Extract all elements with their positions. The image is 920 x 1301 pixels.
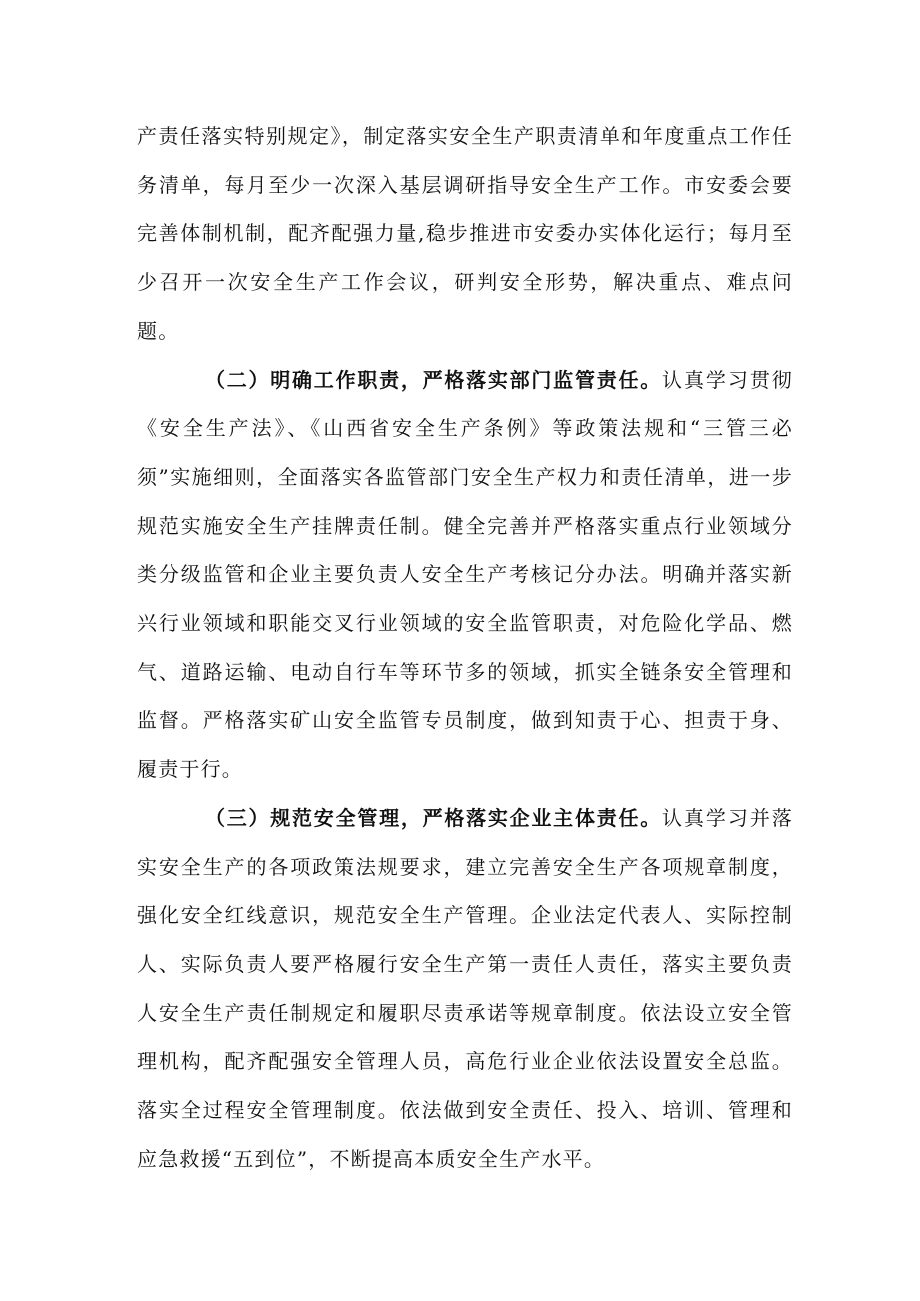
- section-heading-3: （三）规范安全管理，严格落实企业主体责任。: [205, 805, 662, 830]
- paragraph-text: 认真学习并落实安全生产的各项政策法规要求，建立完善安全生产各项规章制度，强化安全红线意识，规范安全生产管理。企业法定代表人、实际控制人、实际负责人要严格履行安全生产第一责任人责任，落实主要负责人安全生产责任制规定和履职尽责承诺等规章制度。依法设立安全管理机构，配齐配强安全管理人员，高危行业企业依法设置安全总监。落实全过程安全管理制度。依法做到安全责任、投入、培训、管理和应急救援“五到位”，不断提高本质安全生产水平。: [137, 805, 794, 1171]
- paragraph-continuation: [137, 112, 793, 356]
- section-heading-2: （二）明确工作职责，严格落实部门监管责任。: [205, 367, 662, 392]
- paragraph-text: 产责任落实特别规定》，制定落实安全生产职责清单和年度重点工作任务清单，每月至少一次深入基层调研指导安全生产工作。市安委会要完善体制机制，配齐配强力量,稳步推进市安委办实体化运行；每月至少召开一次安全生产工作会议，研判安全形势，解决重点、难点问题。: [137, 124, 793, 343]
- document-body: [137, 112, 793, 1183]
- paragraph-section-2: [137, 356, 793, 794]
- paragraph-text: 认真学习贯彻《安全生产法》、《山西省安全生产条例》等政策法规和“三管三必须”实施细则，全面落实各监管部门安全生产权力和责任清单，进一步规范实施安全生产挂牌责任制。健全完善并严格落实重点行业领域分类分级监管和企业主要负责人安全生产考核记分办法。明确并落实新兴行业领域和职能交叉行业领域的安全监管职责，对危险化学品、燃气、道路运输、电动自行车等环节多的领域，抓实全链条安全管理和监督。严格落实矿山安全监管专员制度，做到知责于心、担责于身、履责于行。: [137, 367, 794, 782]
- paragraph-section-3: [137, 794, 793, 1184]
